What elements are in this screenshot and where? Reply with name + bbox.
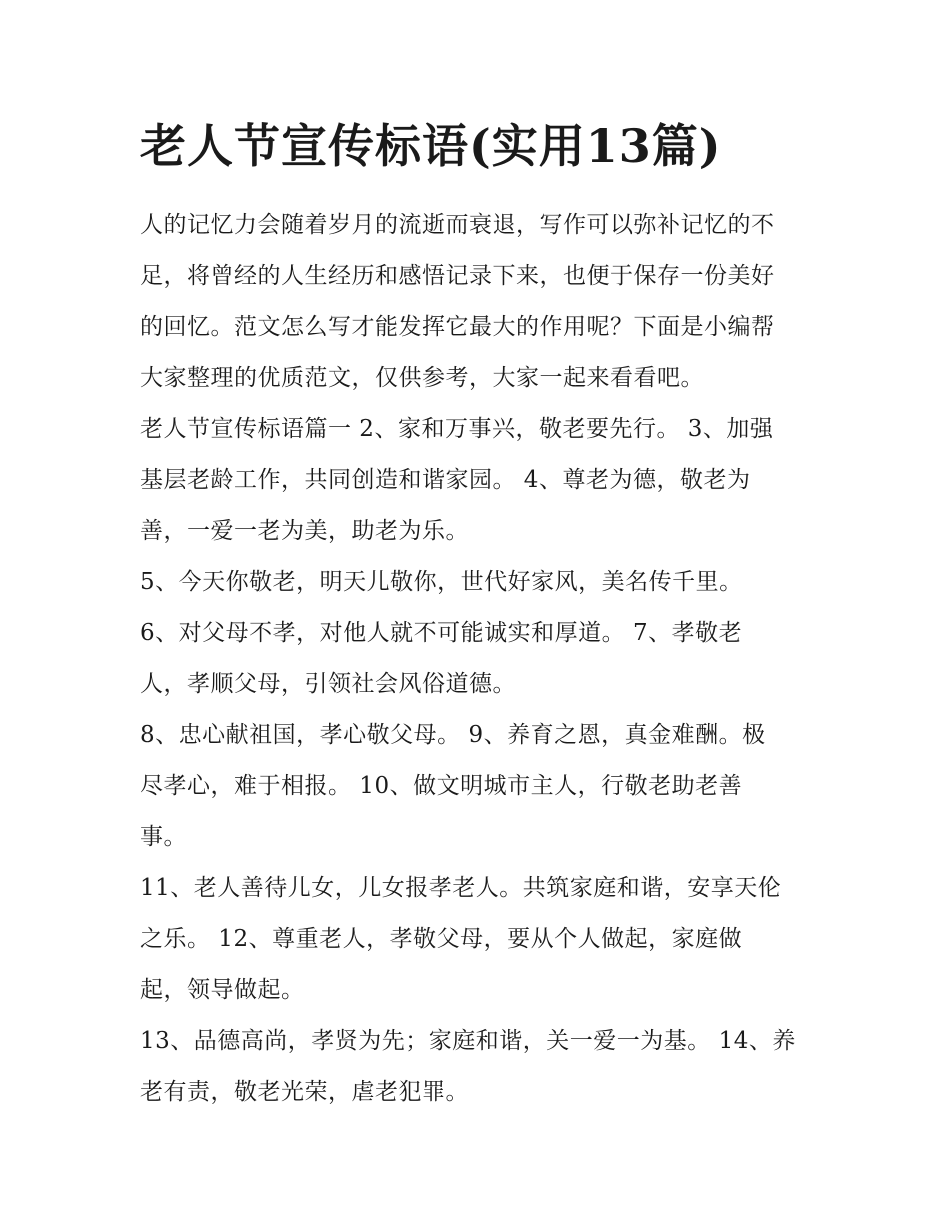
document-body [140,200,812,1118]
text-line: 起，领导做起。 [140,977,305,1003]
page-title: 老人节宣传标语(实用13篇) [140,119,722,173]
paragraph-slogans-11-12 [140,863,812,1016]
paragraph-intro [140,200,812,404]
text-line: 老人节宣传标语篇一 2、家和万事兴，敬老要先行。 3、加强 [140,416,774,442]
text-line: 基层老龄工作，共同创造和谐家园。 4、尊老为德，敬老为 [140,467,751,493]
text-line: 之乐。 12、尊重老人，孝敬父母，要从个人做起，家庭做 [140,926,743,952]
paragraph-slogan-5 [140,557,812,608]
paragraph-slogans-13-14 [140,1016,812,1118]
text-line: 13、品德高尚，孝贤为先；家庭和谐，关一爱一为基。 14、养 [140,1028,796,1054]
paragraph-slogans-8-10 [140,710,812,863]
text-line: 6、对父母不孝，对他人就不可能诚实和厚道。 7、孝敬老 [140,620,743,646]
text-line: 人的记忆力会随着岁月的流逝而衰退，写作可以弥补记忆的不 [140,212,775,238]
text-line: 5、今天你敬老，明天儿敬你，世代好家风，美名传千里。 [140,569,743,595]
paragraph-slogans-6-7 [140,608,812,710]
text-line: 大家整理的优质范文，仅供参考，大家一起来看看吧。 [140,365,704,391]
text-line: 11、老人善待儿女，儿女报孝老人。共筑家庭和谐，安享天伦 [140,875,782,901]
paragraph-slogans-1 [140,404,812,557]
text-line: 尽孝心，难于相报。 10、做文明城市主人，行敬老助老善 [140,773,743,799]
text-line: 足，将曾经的人生经历和感悟记录下来，也便于保存一份美好 [140,263,775,289]
text-line: 事。 [140,824,187,850]
text-line: 的回忆。范文怎么写才能发挥它最大的作用呢？下面是小编帮 [140,314,775,340]
text-line: 老有责，敬老光荣，虐老犯罪。 [140,1079,469,1105]
text-line: 善，一爱一老为美，助老为乐。 [140,518,469,544]
text-line: 人，孝顺父母，引领社会风俗道德。 [140,671,516,697]
text-line: 8、忠心献祖国，孝心敬父母。 9、养育之恩，真金难酬。极 [140,722,766,748]
